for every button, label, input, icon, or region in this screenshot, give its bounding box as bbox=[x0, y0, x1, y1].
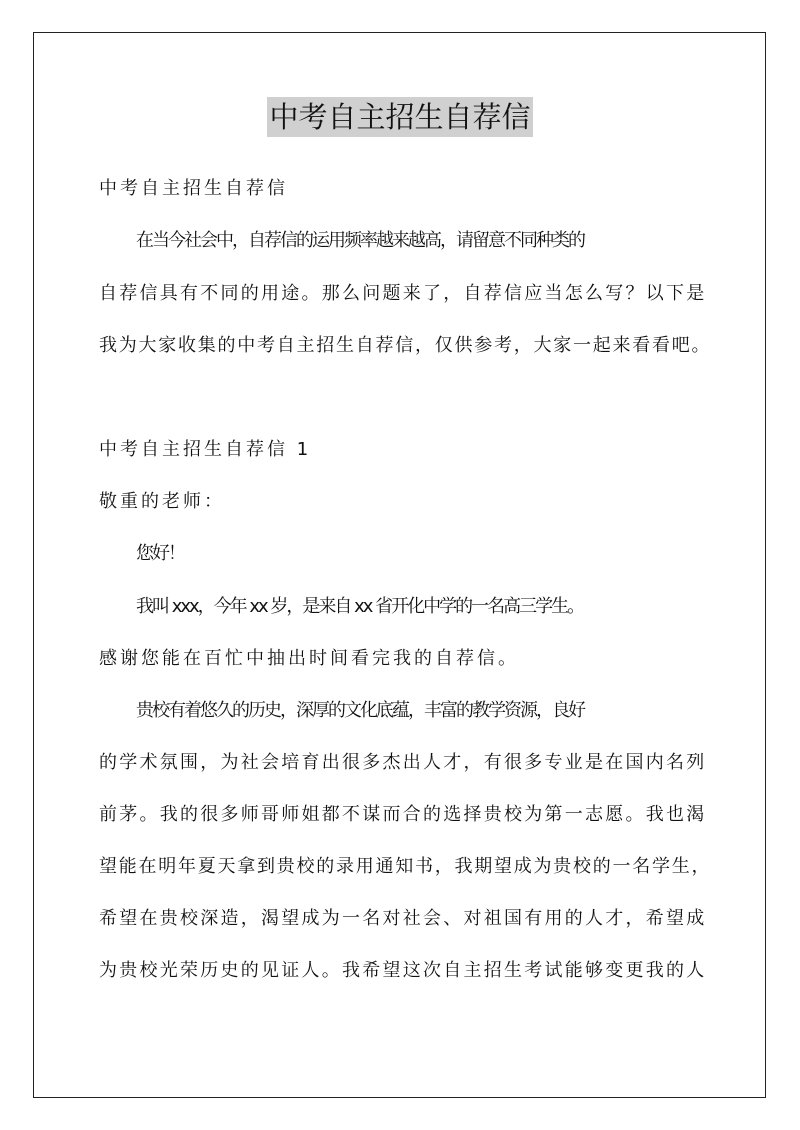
section-heading: 中考自主招生自荐信 1 bbox=[99, 439, 312, 460]
subtitle-line: 中考自主招生自荐信 bbox=[99, 178, 288, 199]
salutation: 敬重的老师： bbox=[99, 491, 225, 512]
document-title: 中考自主招生自荐信 bbox=[267, 97, 532, 137]
greeting: 您好！ bbox=[136, 543, 184, 564]
intro-line-2: 自荐信具有不同的用途。那么问题来了，自荐信应当怎么写？以下是 bbox=[99, 283, 707, 304]
body-line-8: 为贵校光荣历史的见证人。我希望这次自主招生考试能够变更我的人 bbox=[99, 960, 707, 981]
body-line-6: 望能在明年夏天拿到贵校的录用通知书，我期望成为贵校的一名学生， bbox=[99, 856, 712, 877]
body-line-5: 前茅。我的很多师哥师姐都不谋而合的选择贵校为第一志愿。我也渴 bbox=[99, 804, 707, 825]
title-container bbox=[0, 97, 800, 137]
body-line-4: 的学术氛围，为社会培育出很多杰出人才，有很多专业是在国内名列 bbox=[99, 752, 707, 773]
body-line-2: 感谢您能在百忙中抽出时间看完我的自荐信。 bbox=[99, 648, 519, 669]
body-line-7: 希望在贵校深造，渴望成为一名对社会、对祖国有用的人才，希望成 bbox=[99, 908, 707, 929]
body-line-3: 贵校有着悠久的历史，深厚的文化底蕴，丰富的教学资源，良好 bbox=[136, 700, 584, 721]
intro-line-1: 在当今社会中，自荐信的运用频率越来越高，请留意不同种类的 bbox=[136, 230, 584, 251]
intro-line-3: 我为大家收集的中考自主招生自荐信，仅供参考，大家一起来看看吧。 bbox=[99, 335, 712, 356]
body-line-1: 我叫 xxx，今年 xx 岁，是来自 xx 省开化中学的一名高三学生。 bbox=[136, 596, 584, 617]
